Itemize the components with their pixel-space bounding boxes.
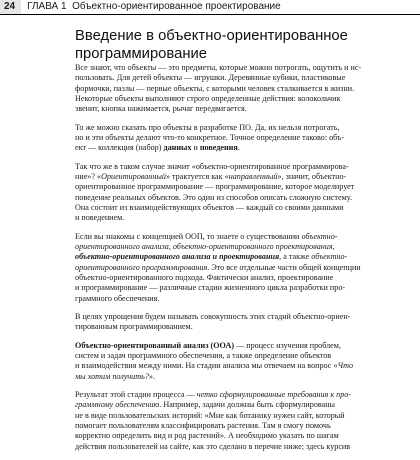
text-run: . [237,143,240,153]
text-line [75,232,360,242]
text-line [75,372,360,382]
text-line [75,162,360,172]
section-heading [75,27,365,63]
text-run: Она состоит из взаимодействующих объектов — каждый со своими данными [75,202,344,212]
text-run: мы хотим получить? [75,371,149,381]
text-line [75,421,360,431]
text-line [75,351,360,361]
text-run: ориентированное программирование — программирование, которое моделирует [75,182,355,192]
text-line [75,123,360,133]
text-line [75,312,360,322]
paragraph [75,341,360,382]
text-run: тированным программированием. [75,322,193,332]
text-line [75,361,360,371]
section-heading-line-2: программирование [75,46,207,62]
text-run: Так что же в таком случае значит «объектно-ориентированное программирова- [75,161,349,171]
text-run: В целях упрощения будем называть совокупность этих стадий объектно-ориен- [75,311,351,321]
text-line [75,411,360,421]
text-run: Если вы знакомы с концепцией ООП, то знаете о существовании [75,231,302,241]
text-run: поведения [199,143,238,153]
text-run: Объектно-ориентированный анализ (ООА) [75,340,235,350]
text-run: ». [148,371,155,381]
text-run: формочки, пазлы — первые объекты, с которыми человек сталкивается в жизни. [75,83,355,93]
chapter-number: ГЛАВА 1 [27,1,67,12]
text-run: помогает пользователям классифицировать растения. Там я смогу помочь [75,421,331,431]
text-run: Некоторые объекты выполняют строго определенные действия: колокольчик [75,93,341,103]
text-run: направленный [228,172,278,182]
text-line [75,322,360,332]
text-run: объектно- [311,252,348,262]
text-run: систем и задач программного обеспечения, а также определение объектов [75,351,332,361]
text-run: ориентированного программирования [75,262,208,272]
text-run: То же можно сказать про объекты в разработке ПО. Да, их нельзя потрогать, [75,122,340,132]
text-run: и взаимодействия между ними. На стадии анализа мы отвечаем на вопрос « [75,361,338,371]
chapter-title: Объектно-ориентированное проектирование [72,1,281,12]
text-run: пользовать. Для детей объекты — игрушки. Деревянные кубики, пластиковые [75,73,346,83]
text-run: звенит, кнопка нажимается, рычаг передвигается. [75,104,247,114]
text-line [75,390,360,400]
text-run: граммного обеспечения. [75,293,160,303]
text-run: данных [163,143,192,153]
text-line [75,63,360,73]
page-number: 24 [0,0,21,14]
text-line [75,273,360,283]
paragraph [75,312,360,333]
text-line [75,104,360,114]
running-header [0,0,420,15]
text-line [75,400,360,410]
text-run: » трактуется как « [165,172,229,182]
text-line [75,442,360,452]
text-run: Результат этой стадии процесса — [75,390,197,400]
text-run: корректно определить вид и род растений». А необходимо указать по шагам [75,431,339,441]
text-line [75,143,360,153]
paragraph [75,232,360,304]
text-line [75,213,360,223]
text-run: действия пользователей на сайте, как это сделано в перечне ниже; здесь курсив [75,441,351,451]
section-heading-line-1: Введение в объектно-ориентированное [75,28,348,44]
text-run: но и эти объекты делают что-то конкретное. Точное определение таково: объ- [75,132,345,142]
text-line [75,203,360,213]
text-line [75,94,360,104]
text-run: четко сформулированные требования к про- [196,390,352,400]
text-run: и [191,143,200,153]
text-run: ект — коллекция (набор) [75,143,164,153]
text-run: ориентированного анализа, объектно-ориентированного проектирования, [75,242,335,252]
text-line [75,193,360,203]
text-line [75,341,360,351]
paragraph [75,162,360,224]
text-line [75,252,360,262]
text-line [75,172,360,182]
text-run: и программирование — различные стадии жизненного цикла разработки про- [75,283,346,293]
text-line [75,242,360,252]
text-run: объектно-ориентированного анализа и проектирования [75,252,280,262]
paragraph [75,123,360,154]
text-run: », значит, объектно- [277,172,347,182]
text-run: объектно-ориентированного подхода. Фактически анализ, проектирование [75,272,334,282]
text-run: и поведением. [75,213,125,223]
text-run: Все знают, что объекты — это предметы, которые можно потрогать, ощутить и ис- [75,63,362,72]
text-run: — процесс изучения проблем, [234,340,341,350]
paragraph [75,390,360,452]
text-run: граммному обеспечению [75,400,160,410]
text-run: Что [337,361,354,371]
text-line [75,73,360,83]
text-line [75,294,360,304]
text-line [75,431,360,441]
text-line [75,283,360,293]
body-text [75,63,360,460]
text-run: . Это все отдельные части общей концепции [207,262,361,272]
text-run: . Например, задачи должны быть сформулированы [159,400,336,410]
paragraph [75,63,360,114]
text-run: Ориентированный [101,172,166,182]
text-line [75,133,360,143]
text-line [75,263,360,273]
text-run: объектно- [301,231,338,241]
chapter-label [21,0,281,14]
text-run: , а также [279,252,312,262]
text-run: ние»? « [75,172,102,182]
text-run: не в виде пользовательских историй: «Мне как ботанику нужен сайт, который [75,410,345,420]
text-run: поведение реальных объектов. Это один из способов описать сложную систему. [75,192,352,202]
text-line [75,182,360,192]
text-line [75,84,360,94]
